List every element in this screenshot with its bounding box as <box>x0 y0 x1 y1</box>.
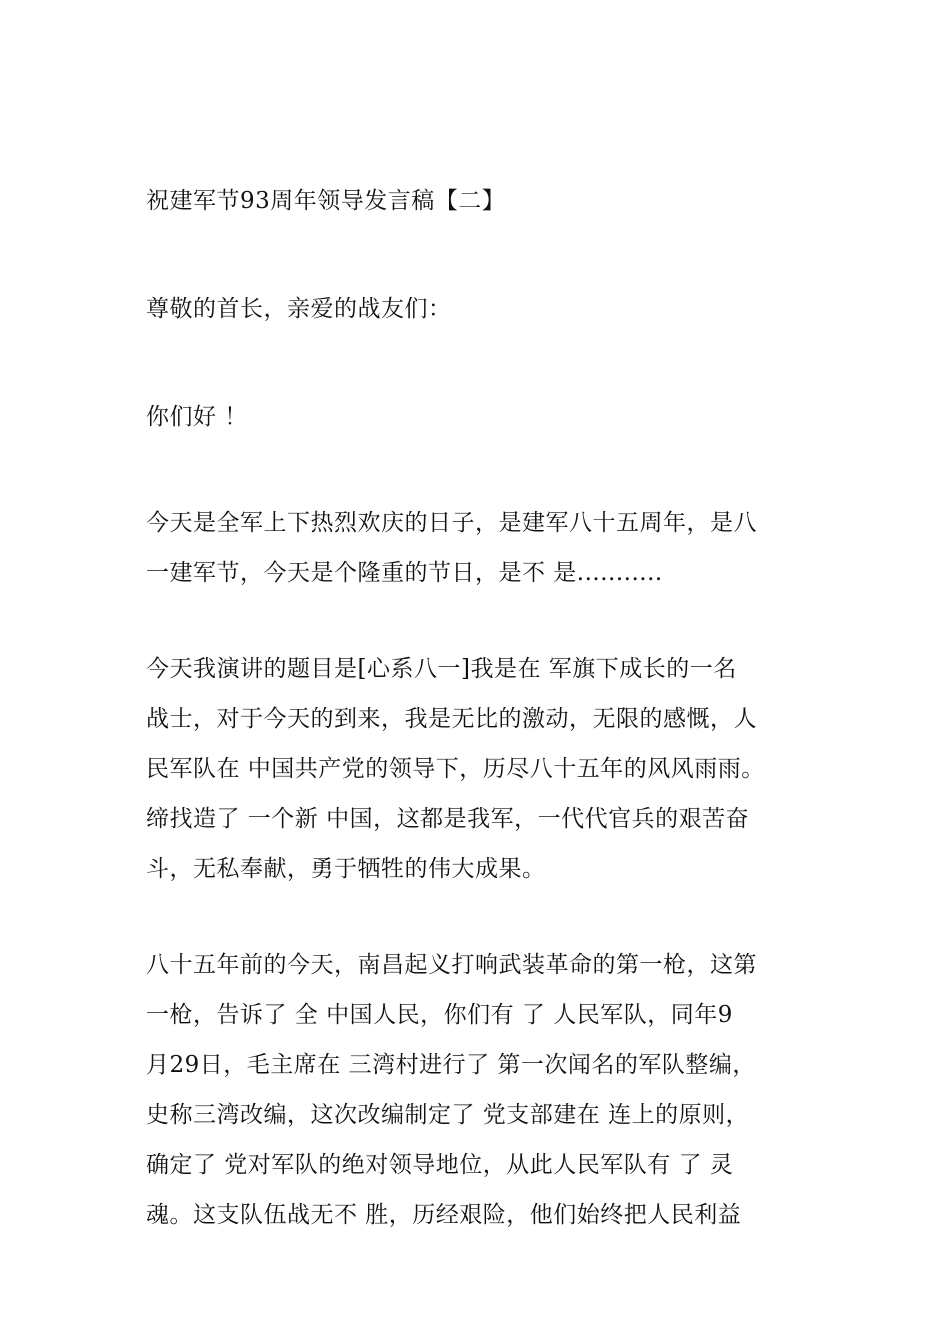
paragraph-line: 魂。这支队伍战无不 胜，历经艰险，他们始终把人民利益 <box>146 1202 742 1228</box>
paragraph-line: 战士，对于今天的到来，我是无比的激动，无限的感慨，人 <box>146 706 757 732</box>
paragraph-line: 八十五年前的今天，南昌起义打响武装革命的第一枪，这第 <box>146 952 757 978</box>
greeting: 你们好 ！ <box>146 404 248 430</box>
paragraph-line: 今天是全军上下热烈欢庆的日子，是建军八十五周年，是八 <box>146 510 757 536</box>
paragraph-line: 月29日，毛主席在 三湾村进行了 第一次闻名的军队整编， <box>146 1052 756 1078</box>
paragraph-2 <box>146 650 836 888</box>
paragraph-1 <box>146 504 836 592</box>
paragraph-line: 一建军节，今天是个隆重的节日，是不 是........... <box>146 560 663 586</box>
paragraph-line: 确定了 党对军队的绝对领导地位，从此人民军队有 了 灵 <box>146 1152 734 1178</box>
paragraph-line: 斗，无私奉献，勇于牺牲的伟大成果。 <box>146 856 546 882</box>
paragraph-line: 一枪，告诉了 全 中国人民，你们有 了 人民军队，同年9 <box>146 1002 733 1028</box>
salutation: 尊敬的首长，亲爱的战友们： <box>146 296 452 322</box>
paragraph-3 <box>146 946 836 1234</box>
paragraph-line: 缔找造了 一个新 中国，这都是我军，一代代官兵的艰苦奋 <box>146 806 750 832</box>
paragraph-line: 今天我演讲的题目是[心系八一]我是在 军旗下成长的一名 <box>146 656 737 682</box>
paragraph-line: 民军队在 中国共产党的领导下，历尽八十五年的风风雨雨。 <box>146 756 765 782</box>
document-title: 祝建军节93周年领导发言稿【二】 <box>146 188 506 214</box>
document-page <box>146 182 836 1234</box>
paragraph-line: 史称三湾改编，这次改编制定了 党支部建在 连上的原则， <box>146 1102 750 1128</box>
